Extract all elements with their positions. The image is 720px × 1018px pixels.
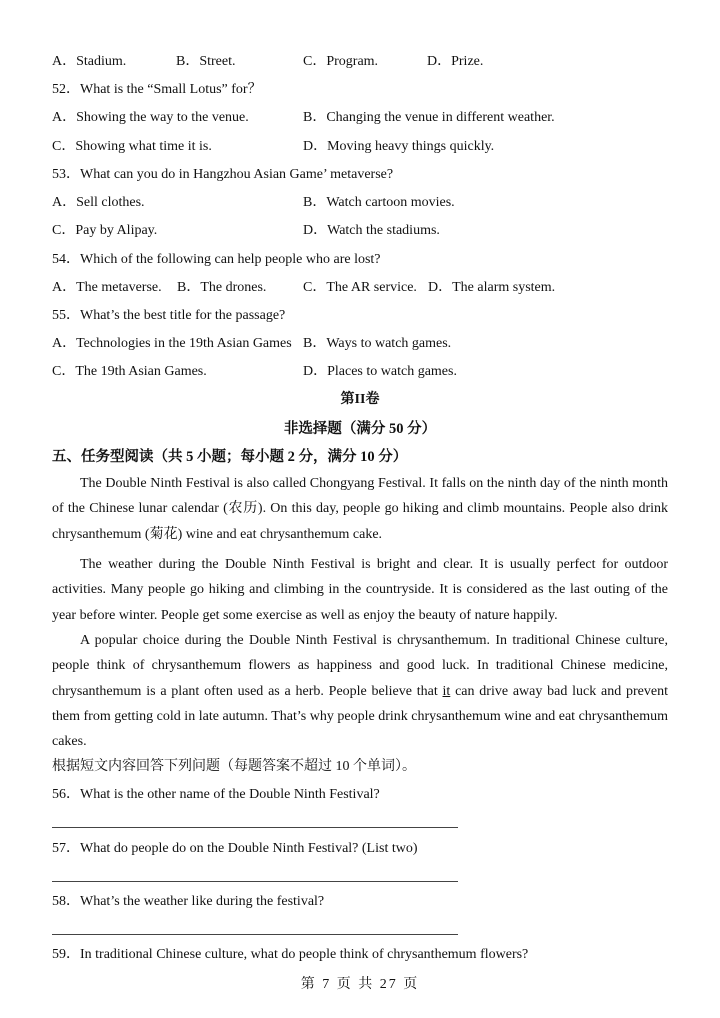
q52-option-c: C．Showing what time it is. xyxy=(52,139,212,154)
q54-stem: 54．Which of the following can help people who are lost? xyxy=(52,252,381,267)
q54-option-a: A．The metaverse. xyxy=(52,280,162,295)
q52-option-a: A．Showing the way to the venue. xyxy=(52,110,249,125)
part-title: 非选择题（满分 50 分） xyxy=(283,421,437,437)
passage-paragraph-1 xyxy=(52,471,668,547)
question-56: 56．What is the other name of the Double Ninth Festival? xyxy=(52,787,380,802)
q53-option-a: A．Sell clothes. xyxy=(52,195,145,210)
passage-paragraph-1-text: The Double Ninth Festival is also called Chongyang Festival. It falls on the ninth day of the ninth month of the Chinese lunar calendar (农历). On this day, people go hiking and climb mountains. People also drink chrysanthemum (菊花) wine and eat chrysanthemum cake. xyxy=(52,476,668,542)
answer-instruction: 根据短文内容回答下列问题（每题答案不超过 10 个单词）。 xyxy=(52,759,416,774)
answer-line-58[interactable] xyxy=(52,934,458,935)
q52-stem: 52．What is the “Small Lotus” for？ xyxy=(52,82,262,97)
q52-option-d: D．Moving heavy things quickly. xyxy=(303,139,495,154)
q51-option-b: B．Street. xyxy=(176,54,236,69)
question-57: 57．What do people do on the Double Ninth Festival? (List two) xyxy=(52,841,418,856)
q55-option-c: C．The 19th Asian Games. xyxy=(52,364,207,379)
answer-line-57[interactable] xyxy=(52,881,458,882)
q54-option-b: B．The drones. xyxy=(177,280,267,295)
q53-option-b: B．Watch cartoon movies. xyxy=(303,195,455,210)
q53-stem: 53．What can you do in Hangzhou Asian Game’ metaverse? xyxy=(52,167,394,182)
passage-paragraph-2 xyxy=(52,552,668,628)
q55-option-b: B．Ways to watch games. xyxy=(303,336,452,351)
question-59: 59．In traditional Chinese culture, what do people think of chrysanthemum flowers? xyxy=(52,947,529,962)
q55-option-a: A．Technologies in the 19th Asian Games xyxy=(52,336,292,351)
q55-option-d: D．Places to watch games. xyxy=(303,364,457,379)
q51-option-d: D．Prize. xyxy=(427,54,484,69)
passage-underlined-word: it xyxy=(442,683,451,699)
passage-paragraph-3 xyxy=(52,628,668,754)
q53-option-d: D．Watch the stadiums. xyxy=(303,223,440,238)
q51-option-a: A．Stadium. xyxy=(52,54,127,69)
question-58: 58．What’s the weather like during the festival? xyxy=(52,894,325,909)
q55-stem: 55．What’s the best title for the passage? xyxy=(52,308,286,323)
q54-option-d: D．The alarm system. xyxy=(428,280,556,295)
q51-option-c: C．Program. xyxy=(303,54,379,69)
page-footer: 第 7 页 共 27 页 xyxy=(300,977,420,992)
q53-option-c: C．Pay by Alipay. xyxy=(52,223,158,238)
passage-paragraph-3-text-before: A popular choice during the Double Ninth Festival is chrysanthemum. In traditional Chinese culture, people think of chrysanthemum flowers as happiness and good luck. In traditional Chinese medicine, chrysanthemum is a plant often used as a herb. People believe that xyxy=(52,633,668,699)
q52-option-b: B．Changing the venue in different weather. xyxy=(303,110,555,125)
answer-line-56[interactable] xyxy=(52,827,458,828)
task-heading: 五、任务型阅读（共 5 小题；每小题 2 分，满分 10 分） xyxy=(52,449,408,465)
volume-title: 第II卷 xyxy=(340,392,380,407)
passage-paragraph-2-text: The weather during the Double Ninth Festival is bright and clear. It is usually perfect for outdoor activities. Many people go hiking and climbing in the countryside. It is considered as the last outing of the year before winter. People get some exercise as well as enjoy the beauty of nature happily. xyxy=(52,557,668,623)
q54-option-c: C．The AR service. xyxy=(303,280,417,295)
passage-paragraph-3-text-after: can drive away bad luck and prevent them from getting cold in late autumn. That’s why people drink chrysanthemum wine and eat chrysanthemum cakes. xyxy=(52,683,668,750)
